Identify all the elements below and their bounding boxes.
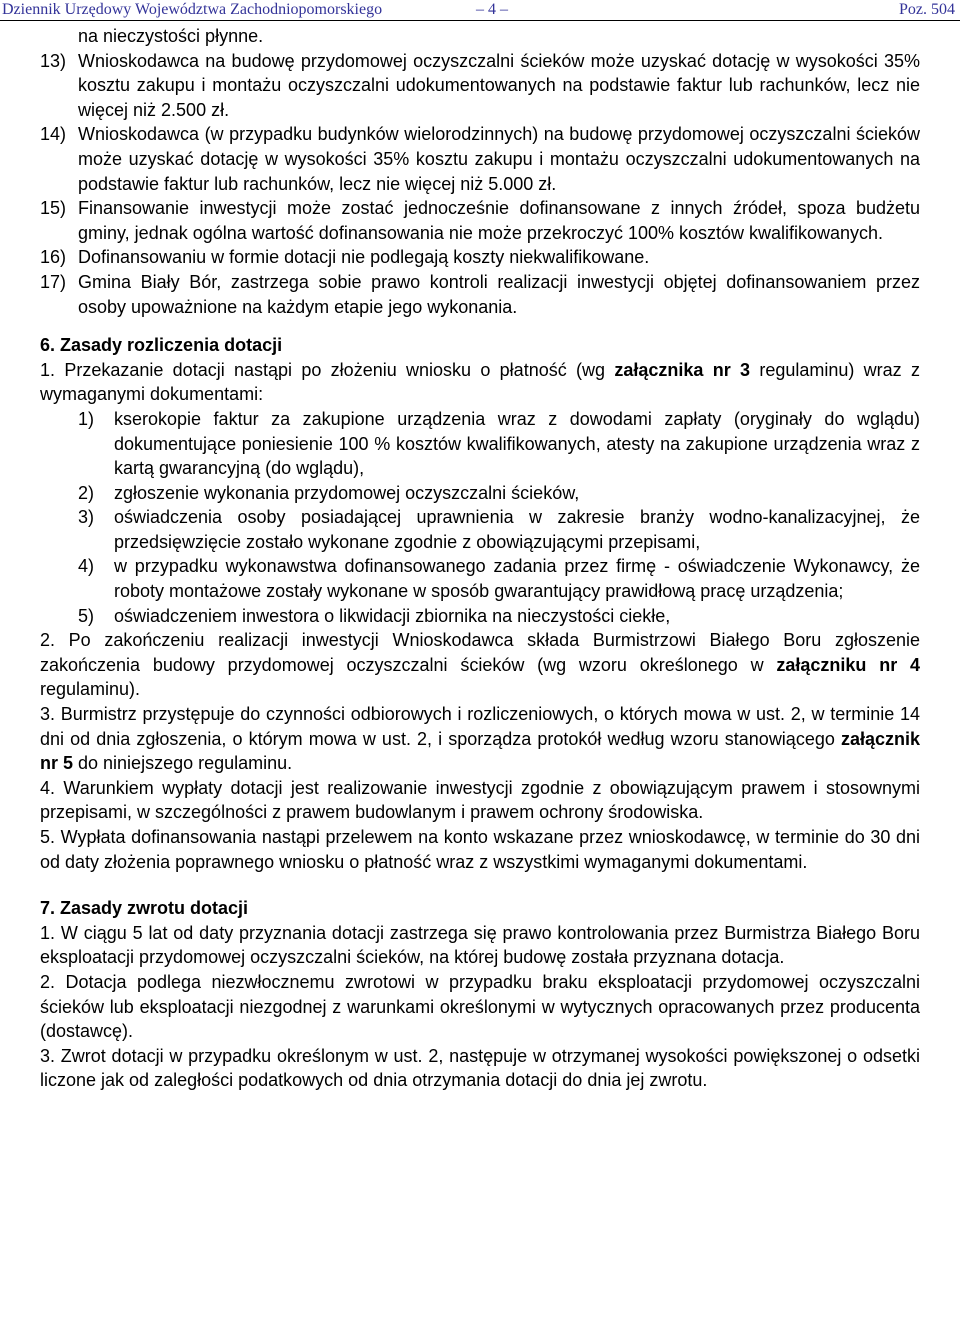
- page-header: [0, 0, 960, 22]
- item-number: 16): [40, 247, 67, 268]
- item-text: Wnioskodawca (w przypadku budynków wielorodzinnych) na budowę przydomowej oczyszczalni ścieków może uzyskać dotację w wysokości 35% kosztu zakupu i montażu oczyszczalni udokumentowanych na podstawie faktur lub rachunków, lecz nie więcej niż 5.000 zł.: [78, 124, 920, 194]
- item-text: Finansowanie inwestycji może zostać jednocześnie dofinansowane z innych źródeł, spoza budżetu gminy, jednak ogólna wartość dofinansowania nie może przekroczyć 100% kosztów kwalifikowanych.: [78, 198, 920, 243]
- item-number: 2): [78, 482, 95, 503]
- item-number: 3): [78, 507, 95, 528]
- section-6-paragraph-4: 4. Warunkiem wypłaty dotacji jest realizowanie inwestycji zgodnie z obowiązującym prawem i stosownymi przepisami, w szczególności z prawem budowlanym i prawem ochrony środowiska.: [40, 777, 920, 823]
- item-number: 5): [78, 605, 95, 626]
- section-6-paragraph-1: [40, 358, 920, 407]
- list-item: [40, 245, 920, 270]
- section-7-paragraph-3: 3. Zwrot dotacji w przypadku określonym w ust. 2, następuje w otrzymanej wysokości powiększonej o odsetki liczone jak od zaległości podatkowych od dnia otrzymania dotacji do dnia jej zwrotu.: [40, 1045, 920, 1091]
- text-run: 2. Po zakończeniu realizacji inwestycji Wnioskodawca składa Burmistrzowi Białego Boru zgłoszenie zakończenia budowy przydomowej oczyszczalni ścieków (wg wzoru określonego w: [40, 630, 920, 675]
- item-number: 4): [78, 556, 95, 577]
- section-6-paragraph-3: [40, 702, 920, 776]
- text-run: regulaminu).: [40, 679, 141, 700]
- item-text: Gmina Biały Bór, zastrzega sobie prawo kontroli realizacji inwestycji objętej dofinansowaniem przez osoby upoważnione na każdym etapie jego wykonania.: [78, 271, 920, 317]
- page-number: – 4 –: [476, 1, 508, 18]
- item-text: Dofinansowaniu w formie dotacji nie podlegają koszty niekwalifikowane.: [78, 247, 650, 268]
- attachment-reference: załączniku nr 4: [776, 654, 920, 675]
- item-text: kserokopie faktur za zakupione urządzenia wraz z dowodami zapłaty (oryginały do wglądu) dokumentujące poniesienie 100 % kosztów kwalifikowanych, atesty na zakupione urządzenia wraz z kartą gwarancyjną (do wglądu),: [114, 408, 920, 479]
- position-number: Poz. 504: [899, 1, 955, 18]
- item-number: 15): [40, 198, 67, 219]
- text-run: 1. Przekazanie dotacji nastąpi po złożeniu wniosku o płatność (wg: [40, 359, 615, 380]
- spacer: [40, 874, 920, 896]
- list-item: [78, 554, 920, 603]
- item-number: 1): [78, 408, 95, 429]
- item-number: 17): [40, 271, 67, 292]
- section-6-paragraph-2: [40, 628, 920, 702]
- journal-title: Dziennik Urzędowy Województwa Zachodniopomorskiego: [2, 1, 383, 18]
- item-text: zgłoszenie wykonania przydomowej oczyszczalni ścieków,: [114, 482, 580, 503]
- item-text: oświadczenia osoby posiadającej uprawnienia w zakresie branży wodno-kanalizacyjnej, że przedsięwzięcie zostało wykonane zgodnie z obowiązującymi przepisami,: [114, 507, 920, 552]
- section-6-paragraph-5: 5. Wypłata dofinansowania nastąpi przelewem na konto wskazane przez wnioskodawcę, w terminie do 30 dni od daty złożenia poprawnego wniosku o płatność wraz z wszystkimi wymaganymi dokumentami.: [40, 827, 920, 872]
- item-text: Wnioskodawca na budowę przydomowej oczyszczalni ścieków może uzyskać dotację w wysokości 35% kosztu zakupu i montażu oczyszczalni udokumentowanych na podstawie faktur lub rachunków, lecz nie więcej niż 2.500 zł.: [78, 50, 920, 120]
- list-item: [40, 49, 920, 123]
- item-text: oświadczeniem inwestora o likwidacji zbiornika na nieczystości ciekłe,: [114, 605, 671, 626]
- continuation-line: na nieczystości płynne.: [78, 26, 264, 46]
- list-item: [78, 604, 920, 629]
- item-number: 14): [40, 124, 67, 145]
- text-run: do niniejszego regulaminu.: [73, 753, 293, 774]
- list-item: [40, 196, 920, 245]
- list-item: [78, 505, 920, 554]
- section-7-paragraph-1: 1. W ciągu 5 lat od daty przyznania dotacji zastrzega się prawo kontrolowania przez Burmistrza Białego Boru eksploatacji przydomowej oczyszczalni ścieków, na której budowę została przyznana dotacja.: [40, 922, 920, 968]
- section-7-heading: 7. Zasady zwrotu dotacji: [40, 898, 249, 919]
- attachment-reference: załącznik nr 5: [40, 728, 920, 774]
- list-item: [40, 122, 920, 196]
- list-item: [78, 481, 920, 506]
- text-run: regulaminu) wraz z wymaganymi dokumentami:: [40, 359, 920, 405]
- list-item: [40, 270, 920, 319]
- attachment-reference: załącznika nr 3: [614, 359, 751, 380]
- item-text: w przypadku wykonawstwa dofinansowanego zadania przez firmę - oświadczenie Wykonawcy, że roboty montażowe zostały wykonane w sposób gwarantujący prawidłową pracę urządzenia;: [114, 556, 920, 602]
- text-run: 3. Burmistrz przystępuje do czynności odbiorowych i rozliczeniowych, o których mowa w ust. 2, w terminie 14 dni od dnia zgłoszenia, o którym mowa w ust. 2, i sporządza protokół według wzoru stanowiącego: [40, 704, 920, 749]
- section-6-heading: 6. Zasady rozliczenia dotacji: [40, 335, 283, 356]
- document-body: [40, 24, 920, 1093]
- section-7-paragraph-2: 2. Dotacja podlega niezwłocznemu zwrotowi w przypadku braku eksploatacji przydomowej oczyszczalni ścieków lub eksploatacji niezgodnej z warunkami określonymi w wytycznych opracowanych przez producenta (dostawcę).: [40, 971, 920, 1042]
- item-number: 13): [40, 50, 67, 71]
- header-rule: [0, 20, 960, 21]
- list-item: [78, 407, 920, 481]
